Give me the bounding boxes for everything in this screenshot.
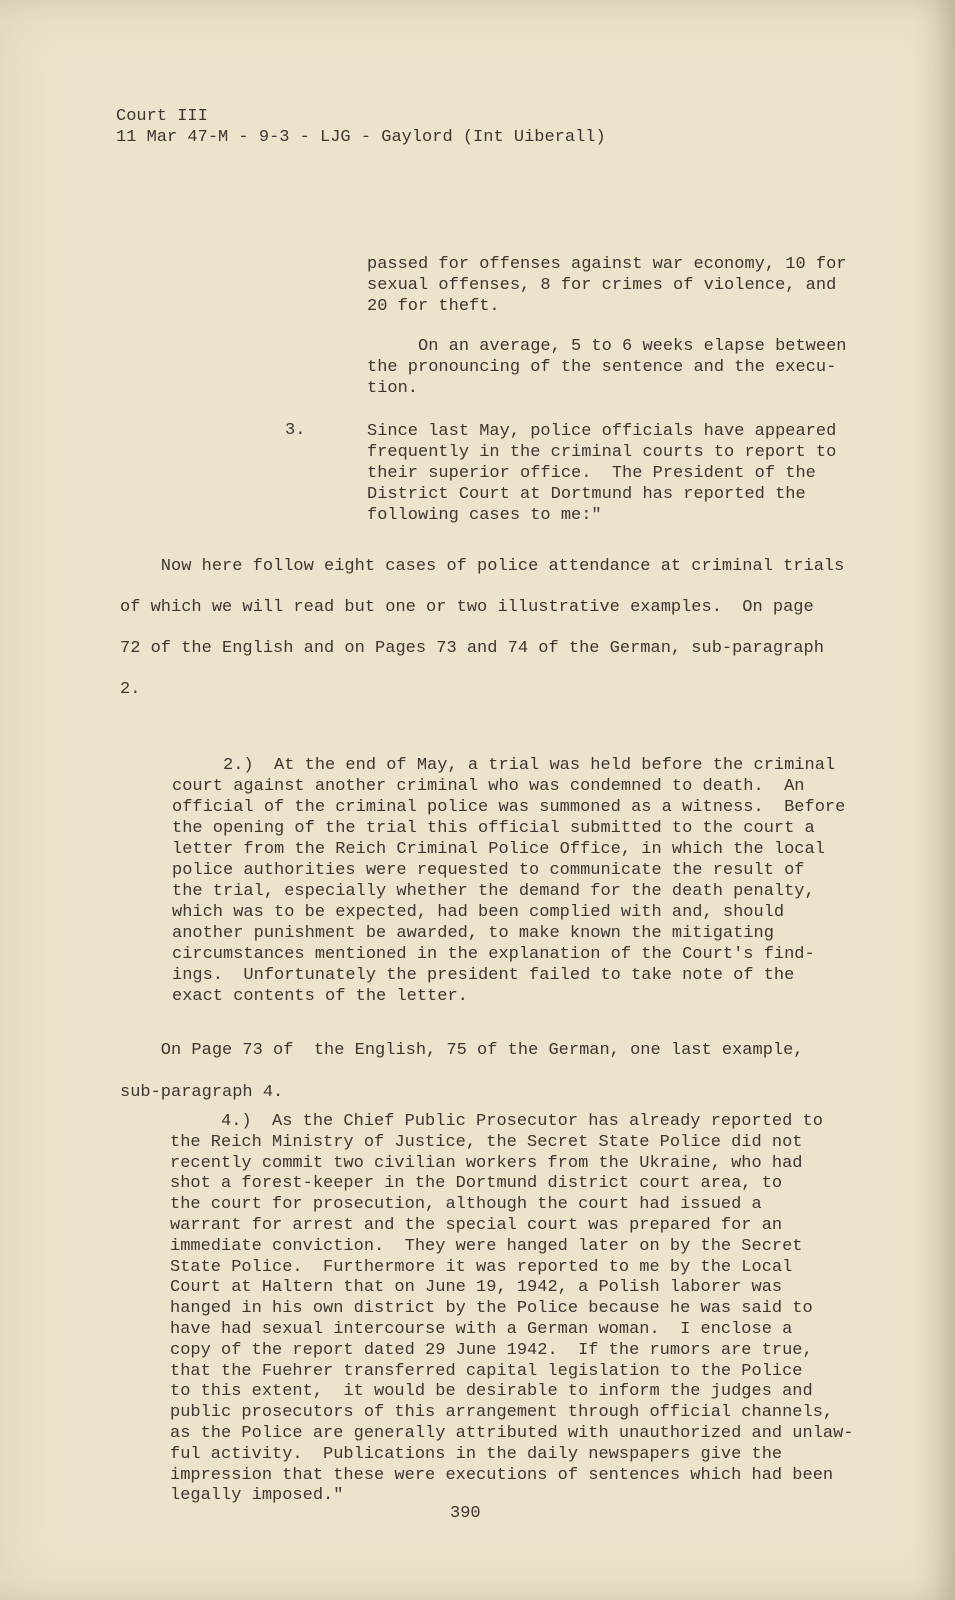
quoted-case-2 [172, 755, 845, 1007]
text-line: which was to be expected, had been complied with and, should [172, 903, 785, 922]
text-line: following cases to me:" [367, 506, 602, 525]
text-line: exact contents of the letter. [172, 987, 468, 1006]
item-3-text [367, 421, 836, 526]
text-line: ings. Unfortunately the president failed to take note of the [172, 966, 795, 985]
text-line: Court at Haltern that on June 19, 1942, a Polish laborer was [170, 1278, 783, 1298]
quoted-passage-continuation [367, 254, 846, 317]
text-line: impression that these were executions of sentences which had been [170, 1465, 834, 1485]
text-line: that the Fuehrer transferred capital legislation to the Police [170, 1361, 803, 1381]
text-line: the pronouncing of the sentence and the execu- [367, 358, 837, 377]
text-line: have had sexual intercourse with a German woman. I enclose a [170, 1319, 793, 1339]
text-line: On Page 73 of the English, 75 of the German, one last example, [120, 1041, 804, 1060]
text-line: 4.) As the Chief Public Prosecutor has already reported to [170, 1112, 823, 1131]
court-label: Court III [116, 107, 208, 126]
session-info: 11 Mar 47-M - 9-3 - LJG - Gaylord (Int Uiberall) [116, 128, 606, 147]
text-line: hanged in his own district by the Police because he was said to [170, 1299, 813, 1319]
text-line: 2. [120, 680, 141, 699]
text-line: the Reich Ministry of Justice, the Secret State Police did not [170, 1132, 803, 1152]
text-line: State Police. Furthermore it was reported to me by the Local [170, 1257, 793, 1277]
text-line: Now here follow eight cases of police attendance at criminal trials [120, 557, 845, 576]
text-line: shot a forest-keeper in the Dortmund district court area, to [170, 1174, 783, 1194]
text-line: tion. [367, 379, 419, 398]
quoted-passage-average [367, 336, 846, 399]
text-line: 2.) At the end of May, a trial was held before the criminal [172, 756, 836, 775]
text-line: Since last May, police officials have appeared [367, 422, 837, 441]
text-line: District Court at Dortmund has reported the [367, 485, 806, 504]
text-line: as the Police are generally attributed with unauthorized and unlaw- [170, 1423, 854, 1443]
text-line: their superior office. The President of the [367, 464, 816, 483]
page-number: 390 [450, 1504, 481, 1523]
text-line: circumstances mentioned in the explanation of the Court's find- [172, 945, 815, 964]
text-line: 72 of the English and on Pages 73 and 74 of the German, sub-paragraph [120, 639, 824, 658]
item-3-number: 3. [285, 421, 306, 440]
text-line: police authorities were requested to communicate the result of [172, 861, 805, 880]
text-line: frequently in the criminal courts to report to [367, 443, 837, 462]
text-line: passed for offenses against war economy, 10 for [367, 255, 847, 274]
text-line: the trial, especially whether the demand for the death penalty, [172, 882, 815, 901]
text-line: copy of the report dated 29 June 1942. If the rumors are true, [170, 1340, 813, 1360]
text-line: of which we will read but one or two illustrative examples. On page [120, 598, 814, 617]
narration-paragraph-1 [120, 546, 844, 710]
text-line: the court for prosecution, although the court had issued a [170, 1195, 762, 1215]
text-line: On an average, 5 to 6 weeks elapse between [367, 337, 847, 356]
quoted-case-4 [170, 1112, 854, 1507]
text-line: legally imposed." [170, 1486, 344, 1506]
text-line: warrant for arrest and the special court was prepared for an [170, 1215, 783, 1235]
document-header [116, 106, 606, 148]
text-line: the opening of the trial this official submitted to the court a [172, 819, 815, 838]
text-line: court against another criminal who was condemned to death. An [172, 777, 805, 796]
text-line: sexual offenses, 8 for crimes of violence, and [367, 276, 837, 295]
text-line: ful activity. Publications in the daily newspapers give the [170, 1444, 783, 1464]
text-line: official of the criminal police was summoned as a witness. Before [172, 798, 846, 817]
text-line: immediate conviction. They were hanged later on by the Secret [170, 1236, 803, 1256]
text-line: recently commit two civilian workers from the Ukraine, who had [170, 1153, 803, 1173]
text-line: sub-paragraph 4. [120, 1083, 284, 1102]
narration-paragraph-2 [120, 1030, 804, 1114]
text-line: another punishment be awarded, to make known the mitigating [172, 924, 774, 943]
text-line: 20 for theft. [367, 297, 500, 316]
text-line: to this extent, it would be desirable to inform the judges and [170, 1382, 813, 1402]
text-line: letter from the Reich Criminal Police Office, in which the local [172, 840, 825, 859]
text-line: public prosecutors of this arrangement through official channels, [170, 1403, 834, 1423]
